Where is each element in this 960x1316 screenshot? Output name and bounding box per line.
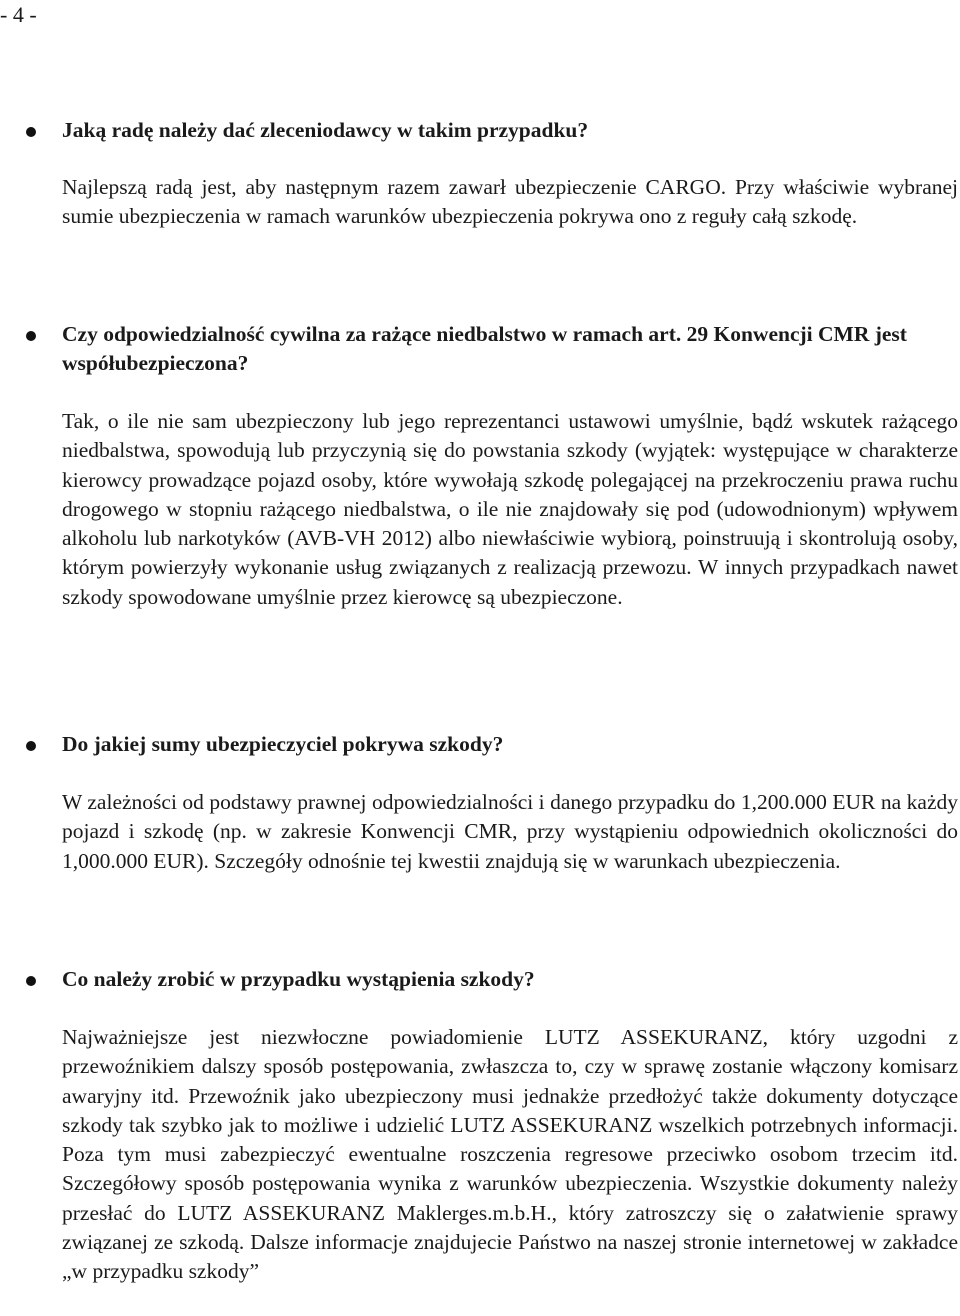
faq-item-4 <box>0 965 960 1284</box>
bullet-icon <box>26 741 36 751</box>
faq-question: Jaką radę należy dać zleceniodawcy w takim przypadku? <box>62 118 589 142</box>
bullet-icon <box>26 976 36 986</box>
bullet-icon <box>26 331 36 341</box>
faq-item-3 <box>0 730 960 873</box>
faq-question: Czy odpowiedzialność cywilna za rażące niedbalstwo w ramach art. 29 Konwencji CMR jest współubezpieczona? <box>62 322 907 376</box>
faq-answer: Najważniejsze jest niezwłoczne powiadomienie LUTZ ASSEKURANZ, który uzgodni z przewoźnikiem dalszy sposób postępowania, zwłaszcza to, czy w sprawę zostanie włączony komisarz awaryjny itd. Przewoźnik jako ubezpieczony musi jednakże przedłożyć także dokumenty dotyczące szkody tak szybko jak to możliwe i udzielić LUTZ ASSEKURANZ wszelkich potrzebnych informacji. Poza tym musi zabezpieczyć ewentualne roszczenia regresowe przeciwko osobom trzecim itd. Szczegółowy sposób postępowania wynika z warunków ubezpieczenia. Wszystkie dokumenty należy przesłać do LUTZ ASSEKURANZ Maklerges.m.b.H., który zatroszczy się o załatwienie sprawy związanej ze szkodą. Dalsze informacje znajdujecie Państwo na naszej stronie internetowej w zakładce „w przypadku szkody” <box>62 1025 958 1284</box>
faq-answer: Najlepszą radą jest, aby następnym razem zawarł ubezpieczenie CARGO. Przy właściwie wybranej sumie ubezpieczenia w ramach warunków ubezpieczenia pokrywa ono z reguły całą szkodę. <box>62 175 958 229</box>
faq-answer: W zależności od podstawy prawnej odpowiedzialności i danego przypadku do 1,200.000 EUR na każdy pojazd i szkodę (np. w zakresie Konwencji CMR, przy wystąpieniu odpowiednich okoliczności do 1,000.000 EUR). Szczegóły odnośnie tej kwestii znajdują się w warunkach ubezpieczenia. <box>62 790 958 873</box>
faq-item-1 <box>0 116 960 229</box>
faq-item-2 <box>0 320 960 609</box>
faq-question: Co należy zrobić w przypadku wystąpienia szkody? <box>62 967 535 991</box>
faq-answer: Tak, o ile nie sam ubezpieczony lub jego reprezentanci ustawowi umyślnie, bądź wskutek rażącego niedbalstwa, spowodują lub przyczynią się do powstania szkody (wyjątek: występujące w charakterze kierowcy prowadzące pojazd osoby, które wywołają szkodę polegającej na przekroczeniu prawa ruchu drogowego w stopniu rażącego niedbalstwa, o ile nie znajdowały się pod (udowodnionym) wpływem alkoholu lub narkotyków (AVB-VH 2012) albo niewłaściwie wybiorą, poinstruują i skontrolują osoby, którym powierzyły wykonanie usług związanych z realizacją przewozu. W innych przypadkach nawet szkody spowodowane umyślnie przez kierowcę są ubezpieczone. <box>62 409 958 609</box>
faq-question: Do jakiej sumy ubezpieczyciel pokrywa szkody? <box>62 732 504 756</box>
page-number: - 4 - <box>0 2 37 27</box>
bullet-icon <box>26 127 36 137</box>
